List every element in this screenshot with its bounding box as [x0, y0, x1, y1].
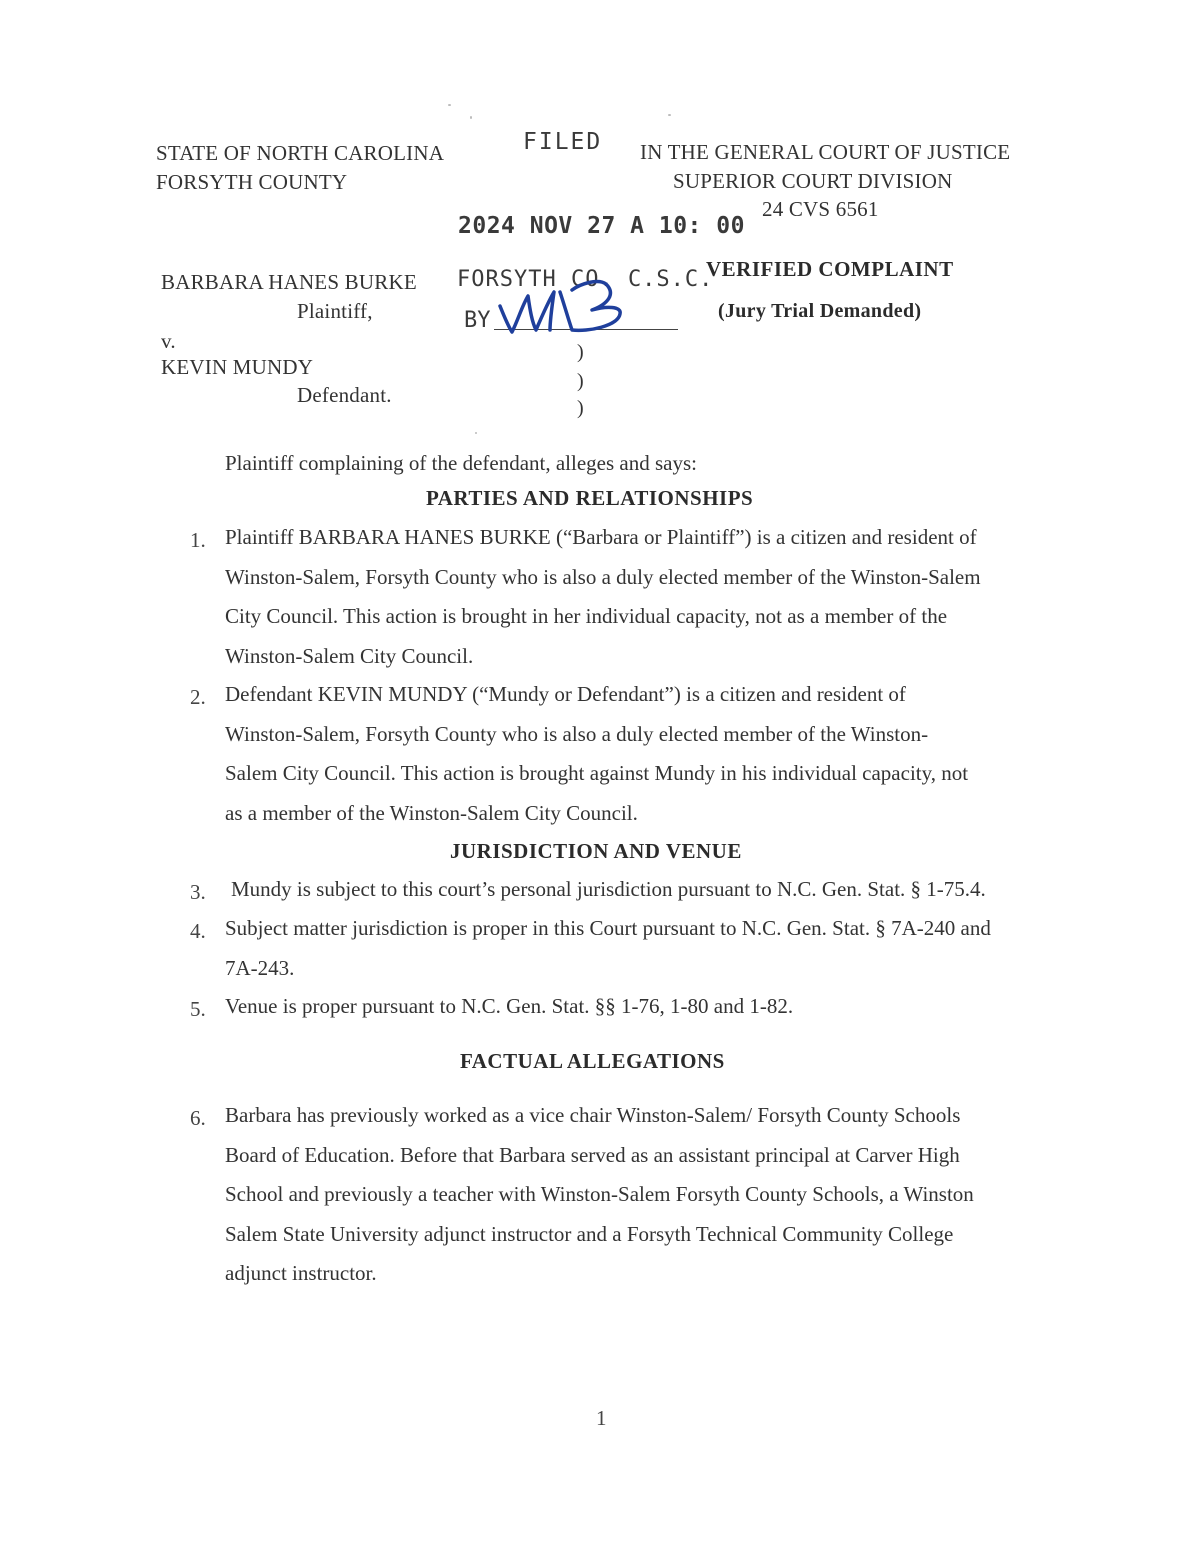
- paragraph-line: Mundy is subject to this court’s personal jurisdiction pursuant to N.C. Gen. Stat. § 1-75.4.: [231, 877, 986, 901]
- paragraph-line: Winston-Salem, Forsyth County who is also a duly elected member of the Winston-Salem: [225, 564, 981, 589]
- clerk-initials-signature: [488, 270, 638, 340]
- paragraph-number: 1.: [190, 528, 206, 552]
- section-heading-jurisdiction: JURISDICTION AND VENUE: [450, 839, 742, 863]
- paragraph-line: Plaintiff BARBARA HANES BURKE (“Barbara or Plaintiff”) is a citizen and resident of: [225, 525, 977, 549]
- by-label: BY: [464, 308, 491, 333]
- paragraph-line: Salem City Council. This action is brought against Mundy in his individual capacity, not: [225, 761, 969, 785]
- paragraph-number: 4.: [190, 919, 206, 943]
- paragraph-number: 6.: [190, 1106, 206, 1130]
- scan-speck: [475, 432, 477, 434]
- paragraph-line: Winston-Salem, Forsyth County who is also a duly elected member of the Winston-: [225, 721, 929, 746]
- paragraph-line: Venue is proper pursuant to N.C. Gen. Stat. §§ 1-76, 1-80 and 1-82.: [225, 994, 794, 1018]
- scan-speck: [448, 104, 451, 106]
- document-title: VERIFIED COMPLAINT: [706, 257, 954, 281]
- caption-paren-2: ): [577, 370, 584, 392]
- clerk-stamp: FORSYTH CO. C.S.C.: [457, 267, 714, 292]
- paragraph-line: 7A-243.: [225, 955, 295, 980]
- filed-date-stamp: 2024 NOV 27 A 10: 00: [458, 213, 745, 239]
- paragraph-2: [225, 675, 968, 833]
- paragraph-5: [225, 987, 793, 1027]
- division-line: SUPERIOR COURT DIVISION: [673, 169, 953, 193]
- paragraph-line: Salem State University adjunct instructor and a Forsyth Technical Community College: [225, 1221, 954, 1246]
- plaintiff-name: BARBARA HANES BURKE: [161, 270, 417, 294]
- scan-speck: [470, 116, 472, 119]
- section-heading-parties: PARTIES AND RELATIONSHIPS: [426, 486, 754, 510]
- paragraph-1: [225, 518, 981, 676]
- case-number: 24 CVS 6561: [762, 197, 879, 221]
- paragraph-4: [225, 909, 991, 988]
- paragraph-line: Subject matter jurisdiction is proper in this Court pursuant to N.C. Gen. Stat. § 7A-240 and: [225, 916, 991, 940]
- caption-paren-1: ): [577, 341, 584, 363]
- caption-paren-3: ): [577, 397, 584, 419]
- paragraph-6: [225, 1096, 974, 1294]
- defendant-role: Defendant.: [297, 383, 392, 407]
- plaintiff-role: Plaintiff,: [297, 299, 373, 323]
- paragraph-number: 3.: [190, 880, 206, 904]
- defendant-name: KEVIN MUNDY: [161, 355, 314, 379]
- paragraph-line: School and previously a teacher with Winston-Salem Forsyth County Schools, a Winston: [225, 1182, 974, 1206]
- filed-stamp: FILED: [523, 129, 603, 155]
- scan-speck: [668, 114, 671, 116]
- state-line: STATE OF NORTH CAROLINA: [156, 141, 445, 165]
- paragraph-line: Winston-Salem City Council.: [225, 643, 474, 668]
- page-number: 1: [596, 1406, 607, 1430]
- versus: v.: [161, 329, 176, 353]
- paragraph-number: 5.: [190, 997, 206, 1021]
- jury-demand: (Jury Trial Demanded): [718, 300, 922, 322]
- paragraph-line: as a member of the Winston-Salem City Council.: [225, 800, 638, 825]
- paragraph-line: Defendant KEVIN MUNDY (“Mundy or Defendant”) is a citizen and resident of: [225, 682, 906, 706]
- paragraph-line: Barbara has previously worked as a vice chair Winston-Salem/ Forsyth County Schools: [225, 1103, 961, 1127]
- court-line: IN THE GENERAL COURT OF JUSTICE: [640, 140, 1011, 164]
- paragraph-line: City Council. This action is brought in her individual capacity, not as a member of the: [225, 604, 948, 628]
- county-line: FORSYTH COUNTY: [156, 170, 348, 194]
- paragraph-line: Board of Education. Before that Barbara served as an assistant principal at Carver High: [225, 1142, 960, 1167]
- paragraph-number: 2.: [190, 685, 206, 709]
- section-heading-facts: FACTUAL ALLEGATIONS: [460, 1049, 725, 1073]
- intro-sentence: Plaintiff complaining of the defendant, alleges and says:: [225, 451, 697, 475]
- paragraph-3: [231, 870, 986, 910]
- paragraph-line: adjunct instructor.: [225, 1261, 377, 1285]
